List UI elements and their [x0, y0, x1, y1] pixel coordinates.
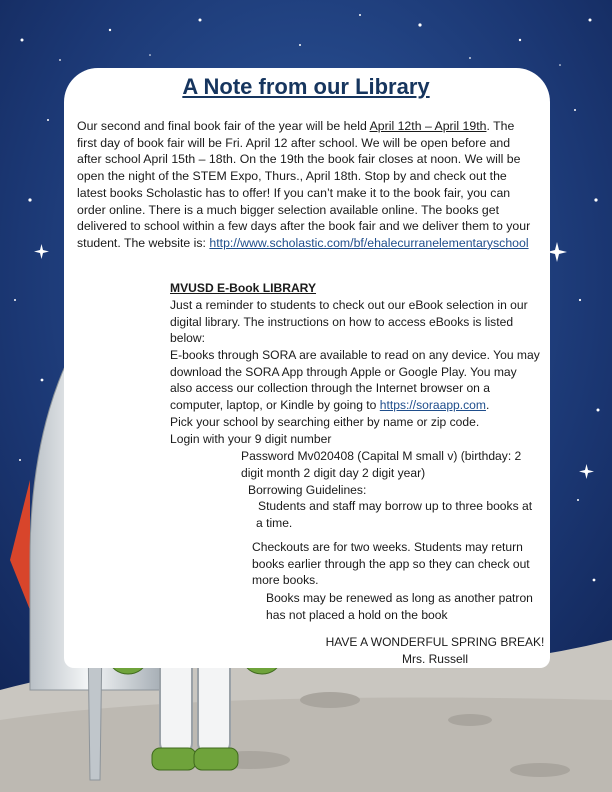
sora-period: .: [485, 398, 490, 413]
fair-period: .: [486, 119, 490, 133]
fair-dates: April 12th – April 19th: [369, 119, 487, 133]
ebook-intro: Just a reminder to students to check out our eBook selection in our digital library. The instructions on how to access eBooks is listed below:: [170, 298, 528, 346]
sora-instructions-text: E-books through SORA are available to read on any device. You may download the SORA App through Apple or Google Play. You may also access our collection through the Internet browser on a computer, laptop, or Kindle by going to: [170, 348, 540, 413]
fair-body: The first day of book fair will be Fri. April 12 after school. We will be open before and after school April 15th – 18th. On the 19th the book fair closes at noon. We will be open the night of the STEM Expo, Thurs., April 18th. Stop by and check out the latest books Scholastic has to offer! If you can’t make it to the book fair, you can order online. There is a much bigger selection available online. The books get delivered to school within a few days after the book fair and we deliver them to your student. The website is:: [77, 119, 531, 250]
sora-link[interactable]: https://soraapp.com: [379, 398, 486, 413]
closing-line-2: Mrs. Russell: [401, 652, 468, 666]
borrowing-rule-2: Checkouts are for two weeks. Students may return books earlier through the app so they can check out more books.: [252, 540, 530, 588]
fair-intro: Our second and final book fair of the year will be held: [77, 119, 370, 133]
ebook-heading-text: MVUSD E-Book LIBRARY: [170, 281, 317, 295]
sora-instructions: [170, 347, 542, 414]
password-text: Password Mv020408 (Capital M small v) (birthday: 2 digit month 2 digit day 2 digit year): [241, 449, 522, 480]
borrowing-rule-3: Books may be renewed as long as another patron has not placed a hold on the book: [266, 591, 533, 622]
borrowing-rule-1: Students and staff may borrow up to three books at a time.: [256, 499, 533, 530]
borrowing-guidelines-label: Borrowing Guidelines:: [248, 483, 367, 497]
pick-school-text: Pick your school by searching either by name or zip code.: [170, 415, 480, 429]
login-text: Login with your 9 digit number: [170, 432, 332, 446]
closing-line-1: HAVE A WONDERFUL SPRING BREAK!: [325, 635, 545, 649]
scholastic-link[interactable]: http://www.scholastic.com/bf/ehalecurranelementaryschool: [209, 235, 529, 250]
page-title: A Note from our Library: [182, 74, 430, 99]
closing-signature: [300, 634, 570, 668]
book-fair-paragraph: [77, 118, 533, 252]
ebook-heading: [170, 280, 370, 297]
